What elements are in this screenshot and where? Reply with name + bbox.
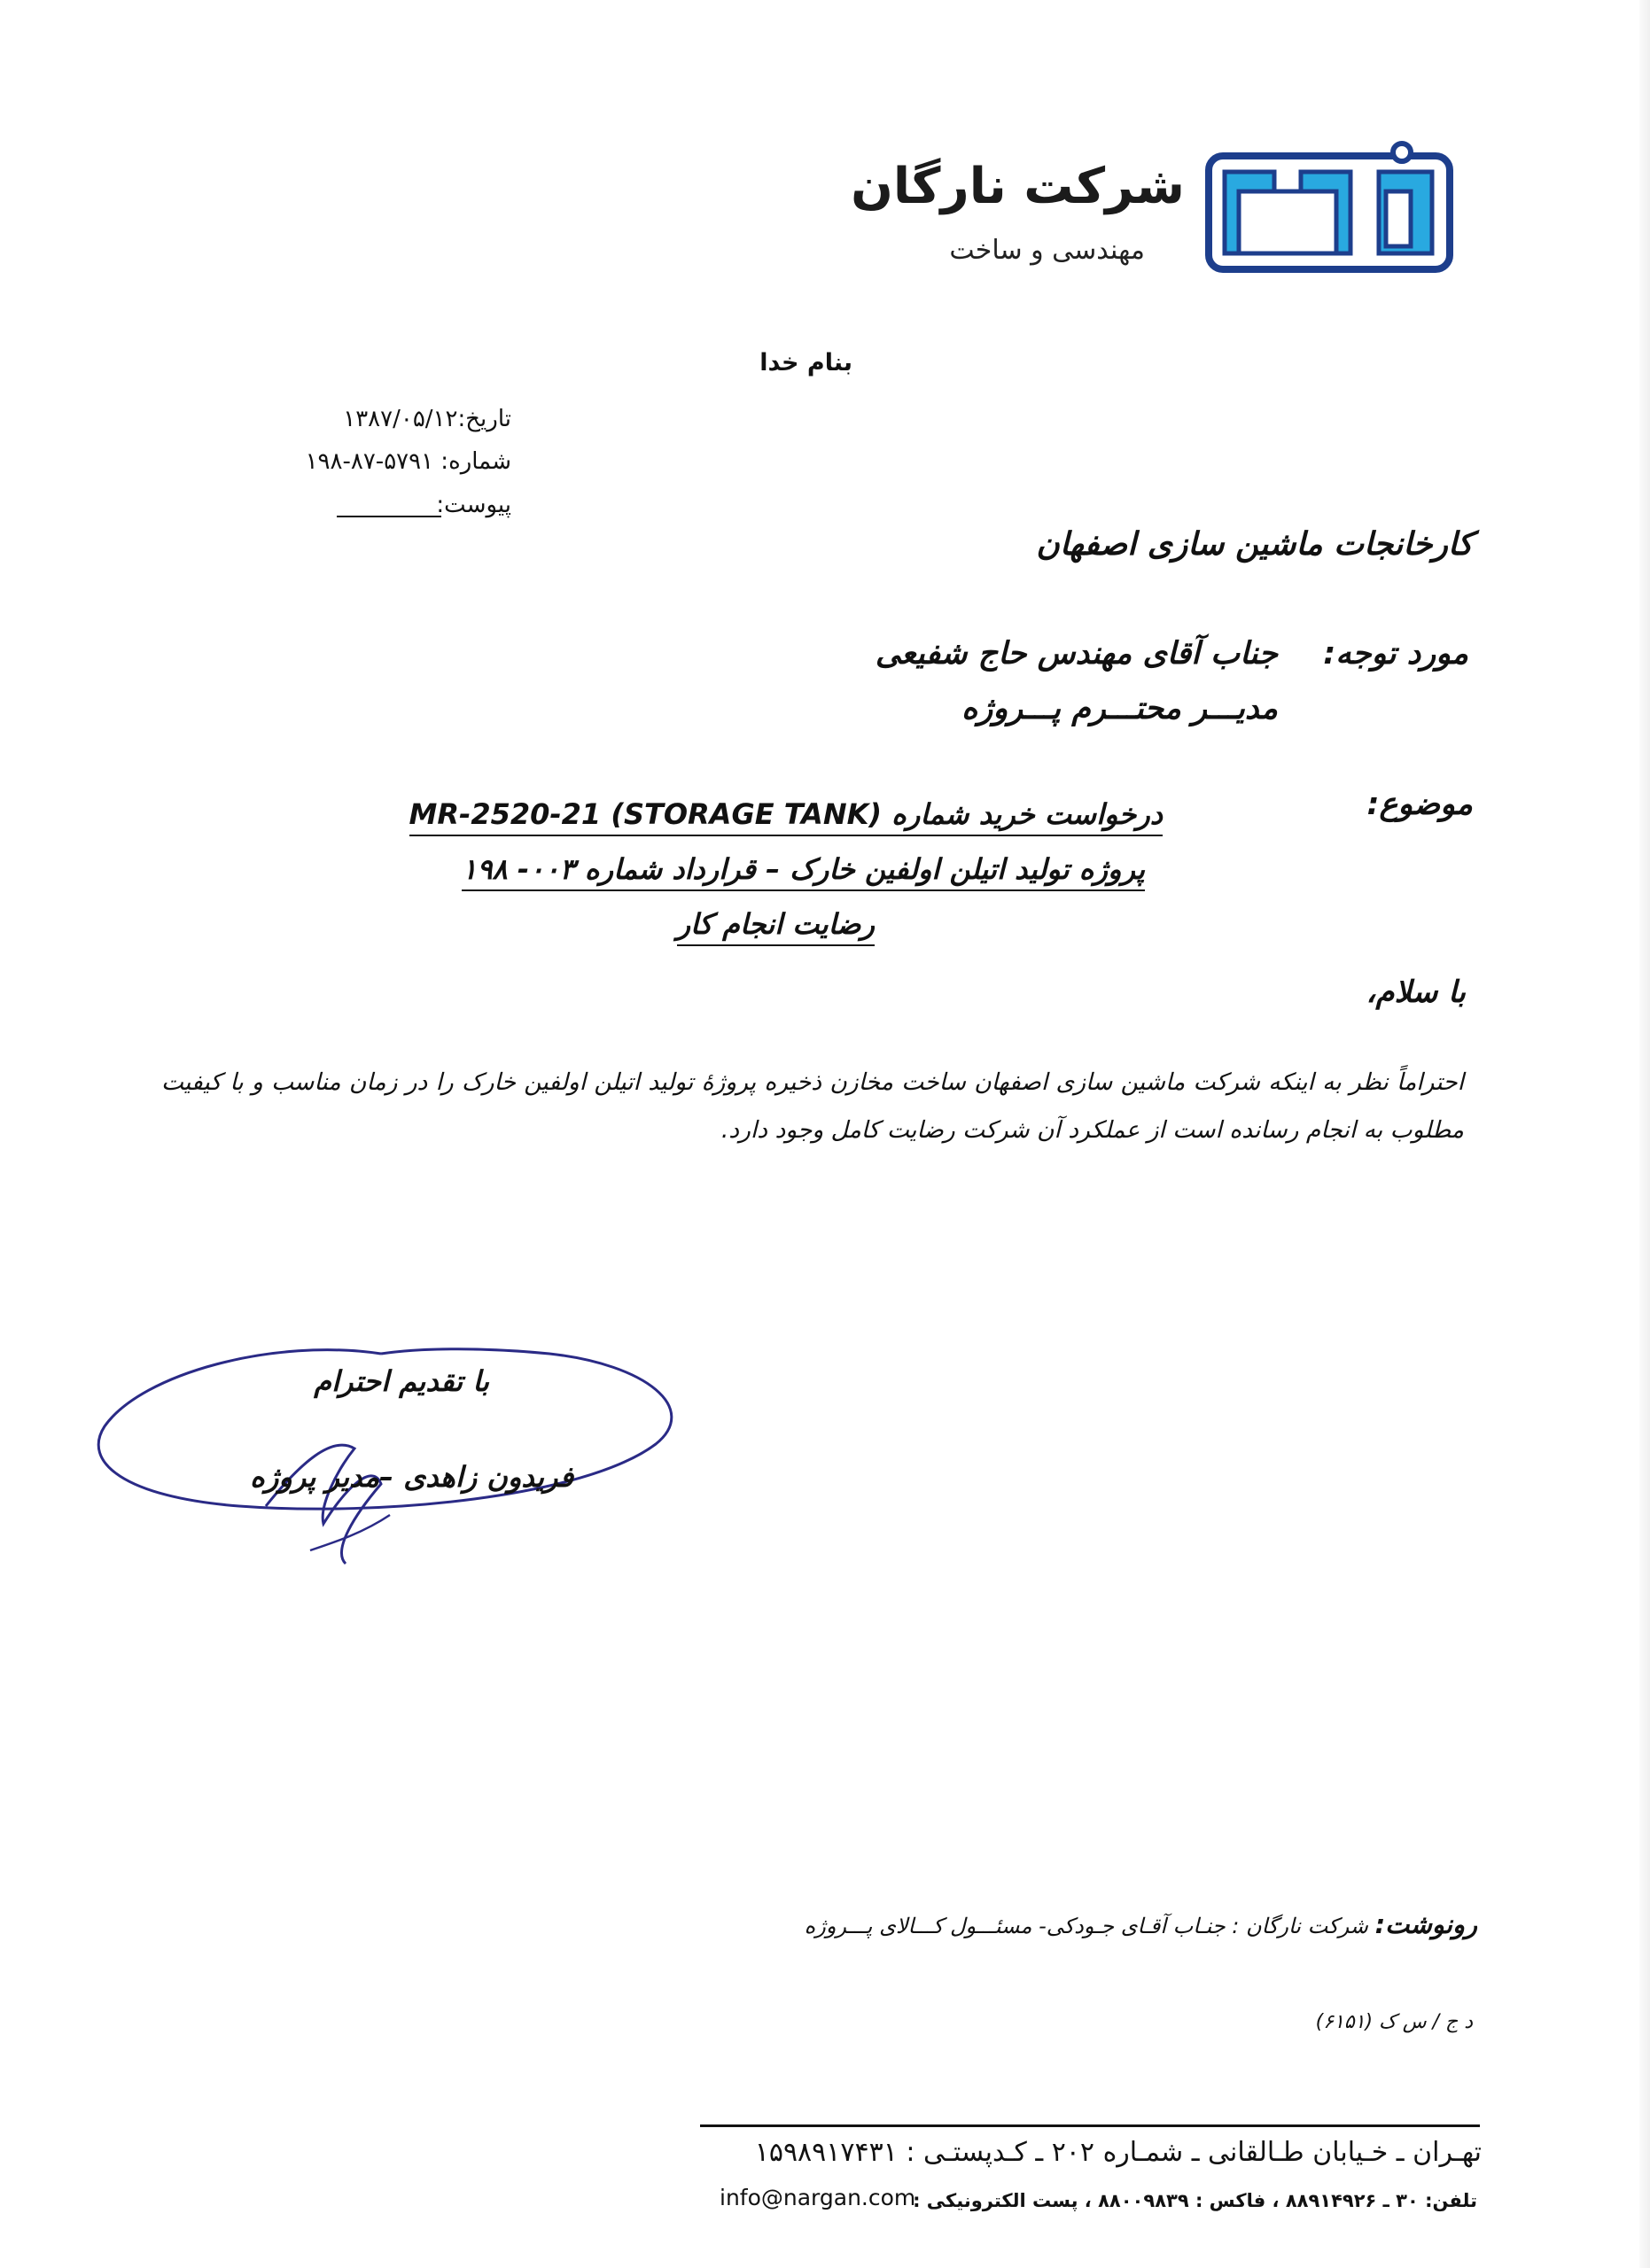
nargan-logo-icon (1205, 140, 1453, 273)
reference-code: د ج / س ک (۶۱۵۱) (1315, 2011, 1473, 2033)
company-tagline: مهندسی و ساخت (949, 235, 1145, 266)
letter-number: شماره: ۵۷۹۱-۸۷-۱۹۸ (305, 448, 511, 475)
cc-text: شرکت نارگان : جنـاب آقـای جـودکی- مسئـــول کـــالای پـــروژه (804, 1914, 1368, 1938)
footer-contact: تلفن: ۳۰ ـ ۸۸۹۱۴۹۲۶ ، فاکس : ۸۸۰۰۹۸۳۹ ، پست الکترونیکی : (913, 2190, 1477, 2211)
footer-divider (700, 2124, 1480, 2127)
cc-label: رونوشت: (1374, 1909, 1477, 1939)
recipient: کارخانجات ماشین سازی اصفهان (1036, 526, 1473, 563)
subject-line-3: رضایت انجام کار (677, 907, 875, 946)
footer-address: تهـران ـ خـیابان طـالقانی ـ شمـاره ۲۰۲ ـ کـدپستـی : ۱۵۹۸۹۱۷۴۳۱ (754, 2137, 1482, 2168)
attention-name: جناب آقای مهندس حاج شفیعی (875, 636, 1278, 672)
letter-body: احتراماً نظر به اینکه شرکت ماشین سازی اصفهان ساخت مخازن ذخیره پروژهٔ تولید اتیلن اولفین خارک را در زمان مناسب و با کیفیت مطلوب به انجام رسانده است از عملکرد آن شرکت رضایت کامل وجود دارد. (161, 1068, 1464, 1144)
footer-email[interactable]: info@nargan.com (720, 2185, 916, 2210)
scan-edge (1639, 0, 1650, 2268)
attention-title: مدیـــر محتـــرم پـــروژه (961, 691, 1278, 726)
cc-line (805, 1909, 1477, 1939)
bismillah-heading: بنام خدا (759, 349, 852, 377)
letter-date: تاریخ:۱۳۸۷/۰۵/۱۲ (343, 406, 511, 432)
subject-line-1: درخواست خرید شماره (STORAGE TANK) MR-2520-21 (409, 797, 1163, 836)
letter-attachment-label: پیوست: (436, 492, 511, 518)
closing-text: با تقدیم احترام (314, 1364, 489, 1398)
company-name: شرکت نارگان (851, 158, 1185, 215)
subject-line-2: پروژه تولید اتیلن اولفین خارک – قرارداد شماره ۰۰۳- ۱۹۸ (462, 852, 1145, 891)
subject-label: موضوع: (1366, 787, 1473, 822)
signer-name: فریدون زاهدی –مدیر پروژه (250, 1460, 573, 1494)
attention-label: مورد توجه: (1323, 636, 1468, 672)
greeting: با سلام، (1366, 975, 1466, 1010)
attachment-blank-line (337, 516, 441, 517)
